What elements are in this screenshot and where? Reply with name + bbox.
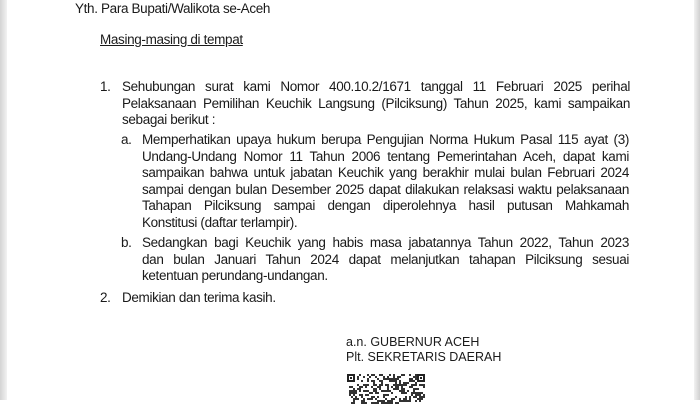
subitem-letter: b. xyxy=(121,235,132,250)
subitem-a-line: Memperhatikan upaya hukum berupa Pengujian Norma Hukum Pasal 115 ayat (3) xyxy=(142,132,629,147)
item-1-line: Sehubungan surat kami Nomor 400.10.2/1671 tanggal 11 Februari 2025 perihal xyxy=(122,79,630,94)
subitem-b-line: ketentuan perundang-undangan. xyxy=(142,268,328,283)
subitem-a-line: Tahapan Pilciksung sampai dengan diperolehnya hasil putusan Mahkamah xyxy=(142,198,629,213)
item-1-line: sebagai berikut : xyxy=(122,112,216,127)
page-left-edge xyxy=(0,0,7,400)
subitem-a-line: sampai dengan bulan Desember 2025 dapat dilakukan relaksasi waktu pelaksanaan xyxy=(142,181,629,197)
item-number: 1. xyxy=(100,79,111,94)
subitem-a-line: Undang-Undang Nomor 11 Tahun 2006 tentang Pemerintahan Aceh, dapat kami xyxy=(142,148,629,164)
recipient-line: Yth. Para Bupati/Walikota se-Aceh xyxy=(75,1,271,16)
subitem-b-line: Sedangkan bagi Keuchik yang habis masa jabatannya Tahun 2022, Tahun 2023 xyxy=(142,235,629,250)
subitem-a-line: Konstitusi (daftar terlampir). xyxy=(142,214,298,230)
item-number: 2. xyxy=(100,290,111,305)
location-line: Masing-masing di tempat xyxy=(100,32,243,47)
page-right-edge xyxy=(694,0,700,400)
item-1-line: Pelaksanaan Pemilihan Keuchik Langsung (Pilciksung) Tahun 2025, kami sampaikan xyxy=(122,95,630,111)
subitem-b-line: dan bulan Januari Tahun 2024 dapat melanjutkan tahapan Pilciksung sesuai xyxy=(142,251,629,267)
subitem-a-line: sampaikan bahwa untuk jabatan Keuchik yang berakhir mulai bulan Februari 2024 xyxy=(142,165,629,180)
signature-title: a.n. GUBERNUR ACEH xyxy=(346,335,480,349)
subitem-letter: a. xyxy=(121,132,132,147)
signature-position: Plt. SEKRETARIS DAERAH xyxy=(346,350,502,364)
item-2-line: Demikian dan terima kasih. xyxy=(122,290,276,305)
